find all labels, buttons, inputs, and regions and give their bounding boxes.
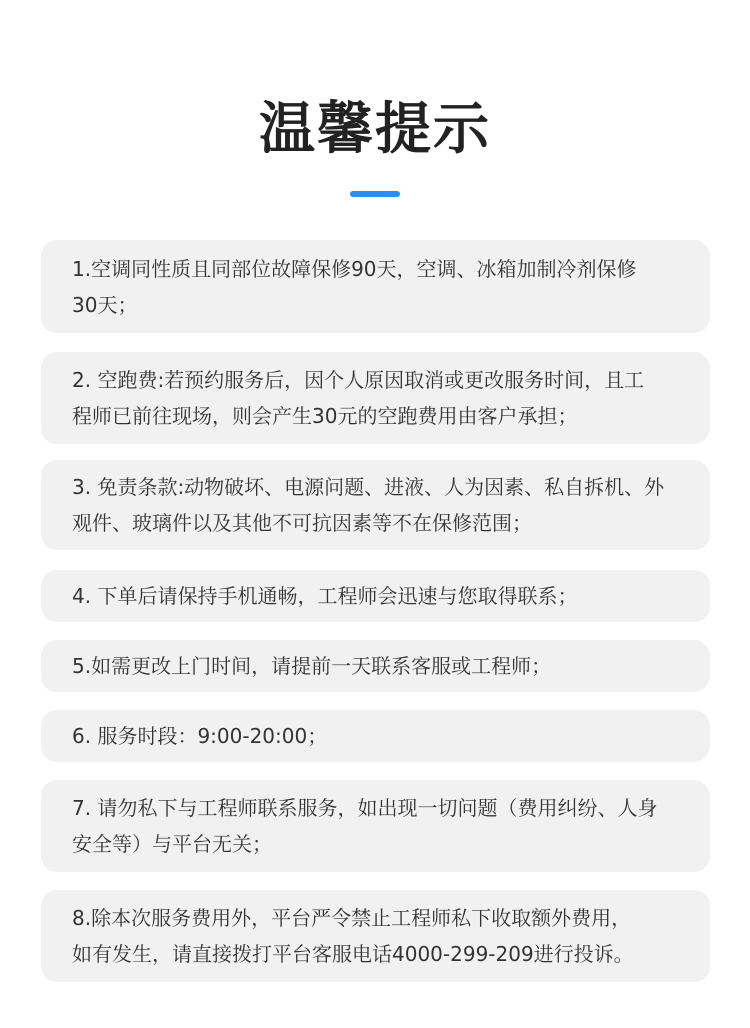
tip-text: 6. 服务时段：9:00-20:00； [72, 724, 328, 748]
tip-text: 观件、玻璃件以及其他不可抗因素等不在保修范围； [72, 511, 532, 535]
tip-card [41, 710, 710, 762]
tip-text: 30天； [72, 292, 138, 317]
tip-card [41, 460, 710, 550]
tip-text: 4. 下单后请保持手机通畅，工程师会迅速与您取得联系； [72, 584, 578, 608]
tip-card [41, 352, 710, 444]
tip-text: 8.除本次服务费用外，平台严令禁止工程师私下收取额外费用， [72, 906, 632, 930]
tip-card [41, 570, 710, 622]
tip-text: 安全等）与平台无关； [72, 832, 272, 856]
tip-card [41, 780, 710, 872]
title-underline [350, 191, 400, 197]
tip-text: 如有发生，请直接拨打平台客服电话4000-299-209进行投诉。 [72, 942, 634, 966]
tip-text: 1.空调同性质且同部位故障保修90天，空调、冰箱加制冷剂保修 [72, 256, 637, 281]
tip-text: 2. 空跑费:若预约服务后，因个人原因取消或更改服务时间，且工 [72, 368, 645, 392]
tip-card [41, 890, 710, 982]
page-title: 温馨提示 [259, 97, 491, 162]
tip-text: 3. 免责条款:动物破坏、电源问题、进液、人为因素、私自拆机、外 [72, 475, 665, 499]
tip-text: 程师已前往现场，则会产生30元的空跑费用由客户承担； [72, 404, 578, 428]
tip-card [41, 240, 710, 333]
tip-card [41, 640, 710, 692]
tip-text: 7. 请勿私下与工程师联系服务，如出现一切问题（费用纠纷、人身 [72, 796, 658, 820]
tip-text: 5.如需更改上门时间，请提前一天联系客服或工程师； [72, 654, 552, 678]
